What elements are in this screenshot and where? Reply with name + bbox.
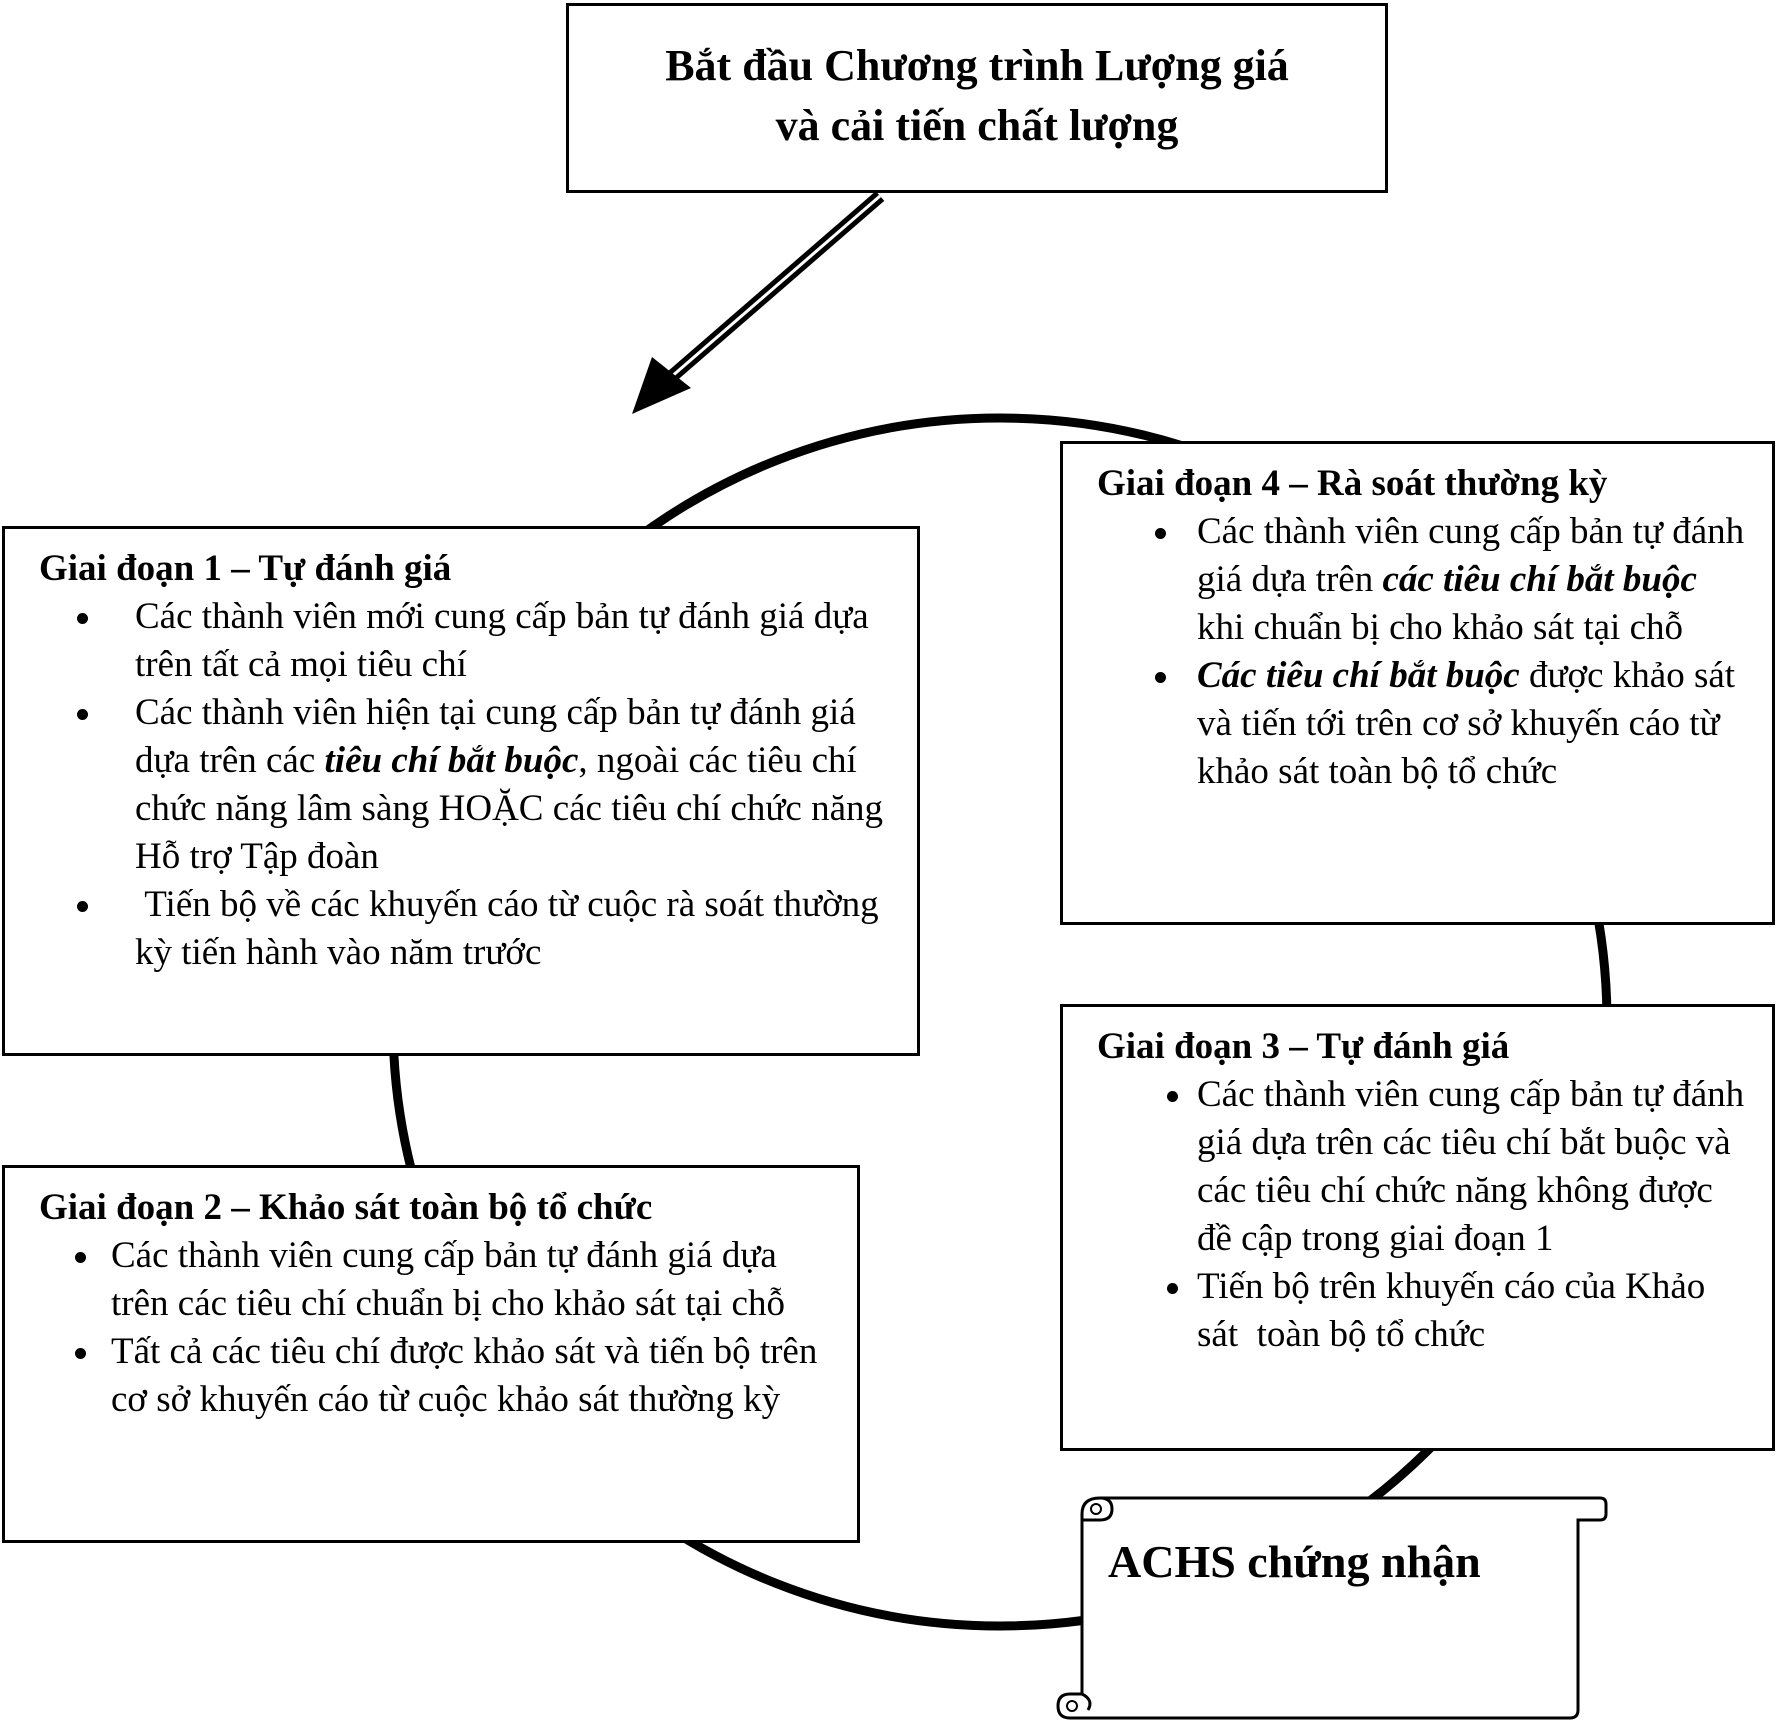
stage-1-bullet-2-emphasis: tiêu chí bắt buộc xyxy=(324,740,579,781)
start-arrow xyxy=(632,196,880,414)
stage-2-bullet-2: Tất cả các tiêu chí được khảo sát và tiến bộ trên cơ sở khuyến cáo từ cuộc khảo sát thường kỳ xyxy=(111,1328,827,1424)
stage-3-box xyxy=(1060,1004,1775,1451)
certificate-label: ACHS chứng nhận xyxy=(1108,1536,1481,1587)
stage-1-list xyxy=(39,593,887,977)
stage-4-box xyxy=(1060,441,1775,925)
stage-1-box xyxy=(2,526,920,1056)
stage-3-title: Giai đoạn 3 – Tự đánh giá xyxy=(1097,1026,1510,1067)
stage-4-bullet-1-emphasis: các tiêu chí bắt buộc xyxy=(1382,559,1697,600)
stage-2-box xyxy=(2,1165,860,1543)
stage-1-bullet-3: Tiến bộ về các khuyến cáo từ cuộc rà soát thường kỳ tiến hành vào năm trước xyxy=(135,881,887,977)
stage-1-title: Giai đoạn 1 – Tự đánh giá xyxy=(39,548,452,589)
stage-1-bullet-2-rest: , ngoài các tiêu chí chức năng lâm sàng HOẶC các tiêu chí chức năng Hỗ trợ Tập đoàn xyxy=(135,740,883,877)
stage-4-title: Giai đoạn 4 – Rà soát thường kỳ xyxy=(1097,463,1608,504)
stage-4-list xyxy=(1097,508,1748,796)
stage-4-bullet-2-emphasis: Các tiêu chí bắt buộc xyxy=(1197,655,1520,696)
stage-4-bullet-1 xyxy=(1197,508,1748,652)
stage-3-bullet-2: Tiến bộ trên khuyến cáo của Khảo sát toàn bộ tổ chức xyxy=(1197,1263,1748,1359)
stage-3-bullet-1: Các thành viên cung cấp bản tự đánh giá dựa trên các tiêu chí bắt buộc và các tiêu chí chức năng không được đề cập trong giai đoạn 1 xyxy=(1197,1071,1748,1263)
stage-3-list xyxy=(1097,1071,1748,1359)
stage-1-bullet-2-text: Các thành viên hiện tại cung cấp bản tự đánh giá dựa trên các xyxy=(135,692,856,781)
stage-4-bullet-1-text: Các thành viên cung cấp bản tự đánh giá dựa trên xyxy=(1197,511,1745,600)
stage-2-list xyxy=(39,1232,827,1424)
stage-2-bullet-1: Các thành viên cung cấp bản tự đánh giá dựa trên các tiêu chí chuẩn bị cho khảo sát tại chỗ xyxy=(111,1232,827,1328)
start-box xyxy=(566,3,1388,193)
stage-2-title: Giai đoạn 2 – Khảo sát toàn bộ tổ chức xyxy=(39,1187,653,1228)
stage-4-bullet-2 xyxy=(1197,652,1748,796)
stage-4-bullet-1-rest: khi chuẩn bị cho khảo sát tại chỗ xyxy=(1197,607,1684,648)
stage-1-bullet-2 xyxy=(135,689,887,881)
stage-4-bullet-2-rest: được khảo sát và tiến tới trên cơ sở khuyến cáo từ khảo sát toàn bộ tổ chức xyxy=(1197,655,1736,792)
stage-1-bullet-1: Các thành viên mới cung cấp bản tự đánh giá dựa trên tất cả mọi tiêu chí xyxy=(135,593,887,689)
start-title-line2: và cải tiến chất lượng xyxy=(775,101,1179,150)
certificate-scroll xyxy=(1058,1498,1606,1718)
start-title-line1: Bắt đầu Chương trình Lượng giá xyxy=(665,41,1289,90)
